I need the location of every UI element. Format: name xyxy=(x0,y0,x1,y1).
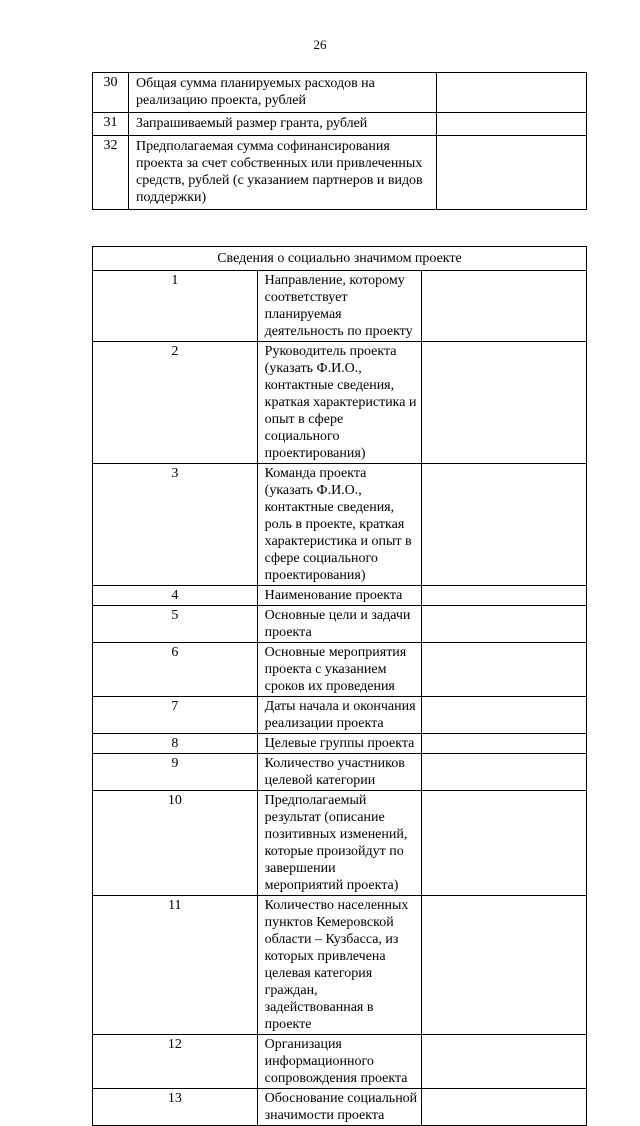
row-value-field[interactable] xyxy=(437,73,587,113)
row-value-field[interactable] xyxy=(422,754,587,791)
table-row xyxy=(93,342,587,464)
table-row xyxy=(93,754,587,791)
row-value-field[interactable] xyxy=(422,896,587,1035)
table-row xyxy=(93,896,587,1035)
row-number: 4 xyxy=(93,586,258,606)
row-description: Запрашиваемый размер гранта, рублей xyxy=(129,113,437,136)
row-number: 2 xyxy=(93,342,258,464)
row-number: 12 xyxy=(93,1035,258,1089)
row-number: 5 xyxy=(93,606,258,643)
row-number: 9 xyxy=(93,754,258,791)
row-number: 6 xyxy=(93,643,258,697)
row-number: 1 xyxy=(93,271,258,342)
row-number: 8 xyxy=(93,734,258,754)
row-value-field[interactable] xyxy=(437,113,587,136)
row-number: 30 xyxy=(93,73,129,113)
row-value-field[interactable] xyxy=(422,791,587,896)
table-row xyxy=(93,1089,587,1126)
row-value-field[interactable] xyxy=(422,1089,587,1126)
table-row xyxy=(93,734,587,754)
table-row xyxy=(93,73,587,113)
page-number: 26 xyxy=(313,37,327,52)
row-description: Основные цели и задачи проекта xyxy=(257,606,422,643)
row-description: Общая сумма планируемых расходов на реализацию проекта, рублей xyxy=(129,73,437,113)
row-description: Целевые группы проекта xyxy=(257,734,422,754)
table-row xyxy=(93,464,587,586)
row-number: 11 xyxy=(93,896,258,1035)
table-header-row xyxy=(93,247,587,271)
table-row xyxy=(93,791,587,896)
row-value-field[interactable] xyxy=(422,271,587,342)
table-row xyxy=(93,697,587,734)
row-value-field[interactable] xyxy=(422,643,587,697)
row-number: 13 xyxy=(93,1089,258,1126)
table-row xyxy=(93,1035,587,1089)
table-row xyxy=(93,113,587,136)
row-value-field[interactable] xyxy=(422,464,587,586)
row-description: Количество населенных пунктов Кемеровской области – Кузбасса, из которых привлечена целевая категория граждан, задействованная в проекте xyxy=(257,896,422,1035)
row-value-field[interactable] xyxy=(422,734,587,754)
row-value-field[interactable] xyxy=(422,342,587,464)
row-number: 32 xyxy=(93,136,129,210)
table-row xyxy=(93,136,587,210)
row-value-field[interactable] xyxy=(422,697,587,734)
table-row xyxy=(93,271,587,342)
row-description: Даты начала и окончания реализации проекта xyxy=(257,697,422,734)
financial-table xyxy=(92,72,587,210)
row-description: Основные мероприятия проекта с указанием сроков их проведения xyxy=(257,643,422,697)
table-row xyxy=(93,606,587,643)
row-value-field[interactable] xyxy=(422,1035,587,1089)
row-value-field[interactable] xyxy=(437,136,587,210)
table-row xyxy=(93,586,587,606)
row-value-field[interactable] xyxy=(422,606,587,643)
table-header: Сведения о социально значимом проекте xyxy=(93,247,587,271)
row-description: Обоснование социальной значимости проекта xyxy=(257,1089,422,1126)
row-value-field[interactable] xyxy=(422,586,587,606)
row-description: Количество участников целевой категории xyxy=(257,754,422,791)
row-number: 3 xyxy=(93,464,258,586)
project-info-table xyxy=(92,246,587,1126)
row-description: Руководитель проекта (указать Ф.И.О., контактные сведения, краткая характеристика и опыт в сфере социального проектирования) xyxy=(257,342,422,464)
row-description: Предполагаемая сумма софинансирования проекта за счет собственных или привлеченных средств, рублей (с указанием партнеров и видов поддержки) xyxy=(129,136,437,210)
row-description: Наименование проекта xyxy=(257,586,422,606)
row-number: 7 xyxy=(93,697,258,734)
row-number: 10 xyxy=(93,791,258,896)
row-description: Предполагаемый результат (описание позитивных изменений, которые произойдут по завершении мероприятий проекта) xyxy=(257,791,422,896)
row-description: Организация информационного сопровождения проекта xyxy=(257,1035,422,1089)
row-description: Команда проекта (указать Ф.И.О., контактные сведения, роль в проекте, краткая характеристика и опыт в сфере социального проектирования) xyxy=(257,464,422,586)
table-row xyxy=(93,643,587,697)
row-number: 31 xyxy=(93,113,129,136)
row-description: Направление, которому соответствует планируемая деятельность по проекту xyxy=(257,271,422,342)
